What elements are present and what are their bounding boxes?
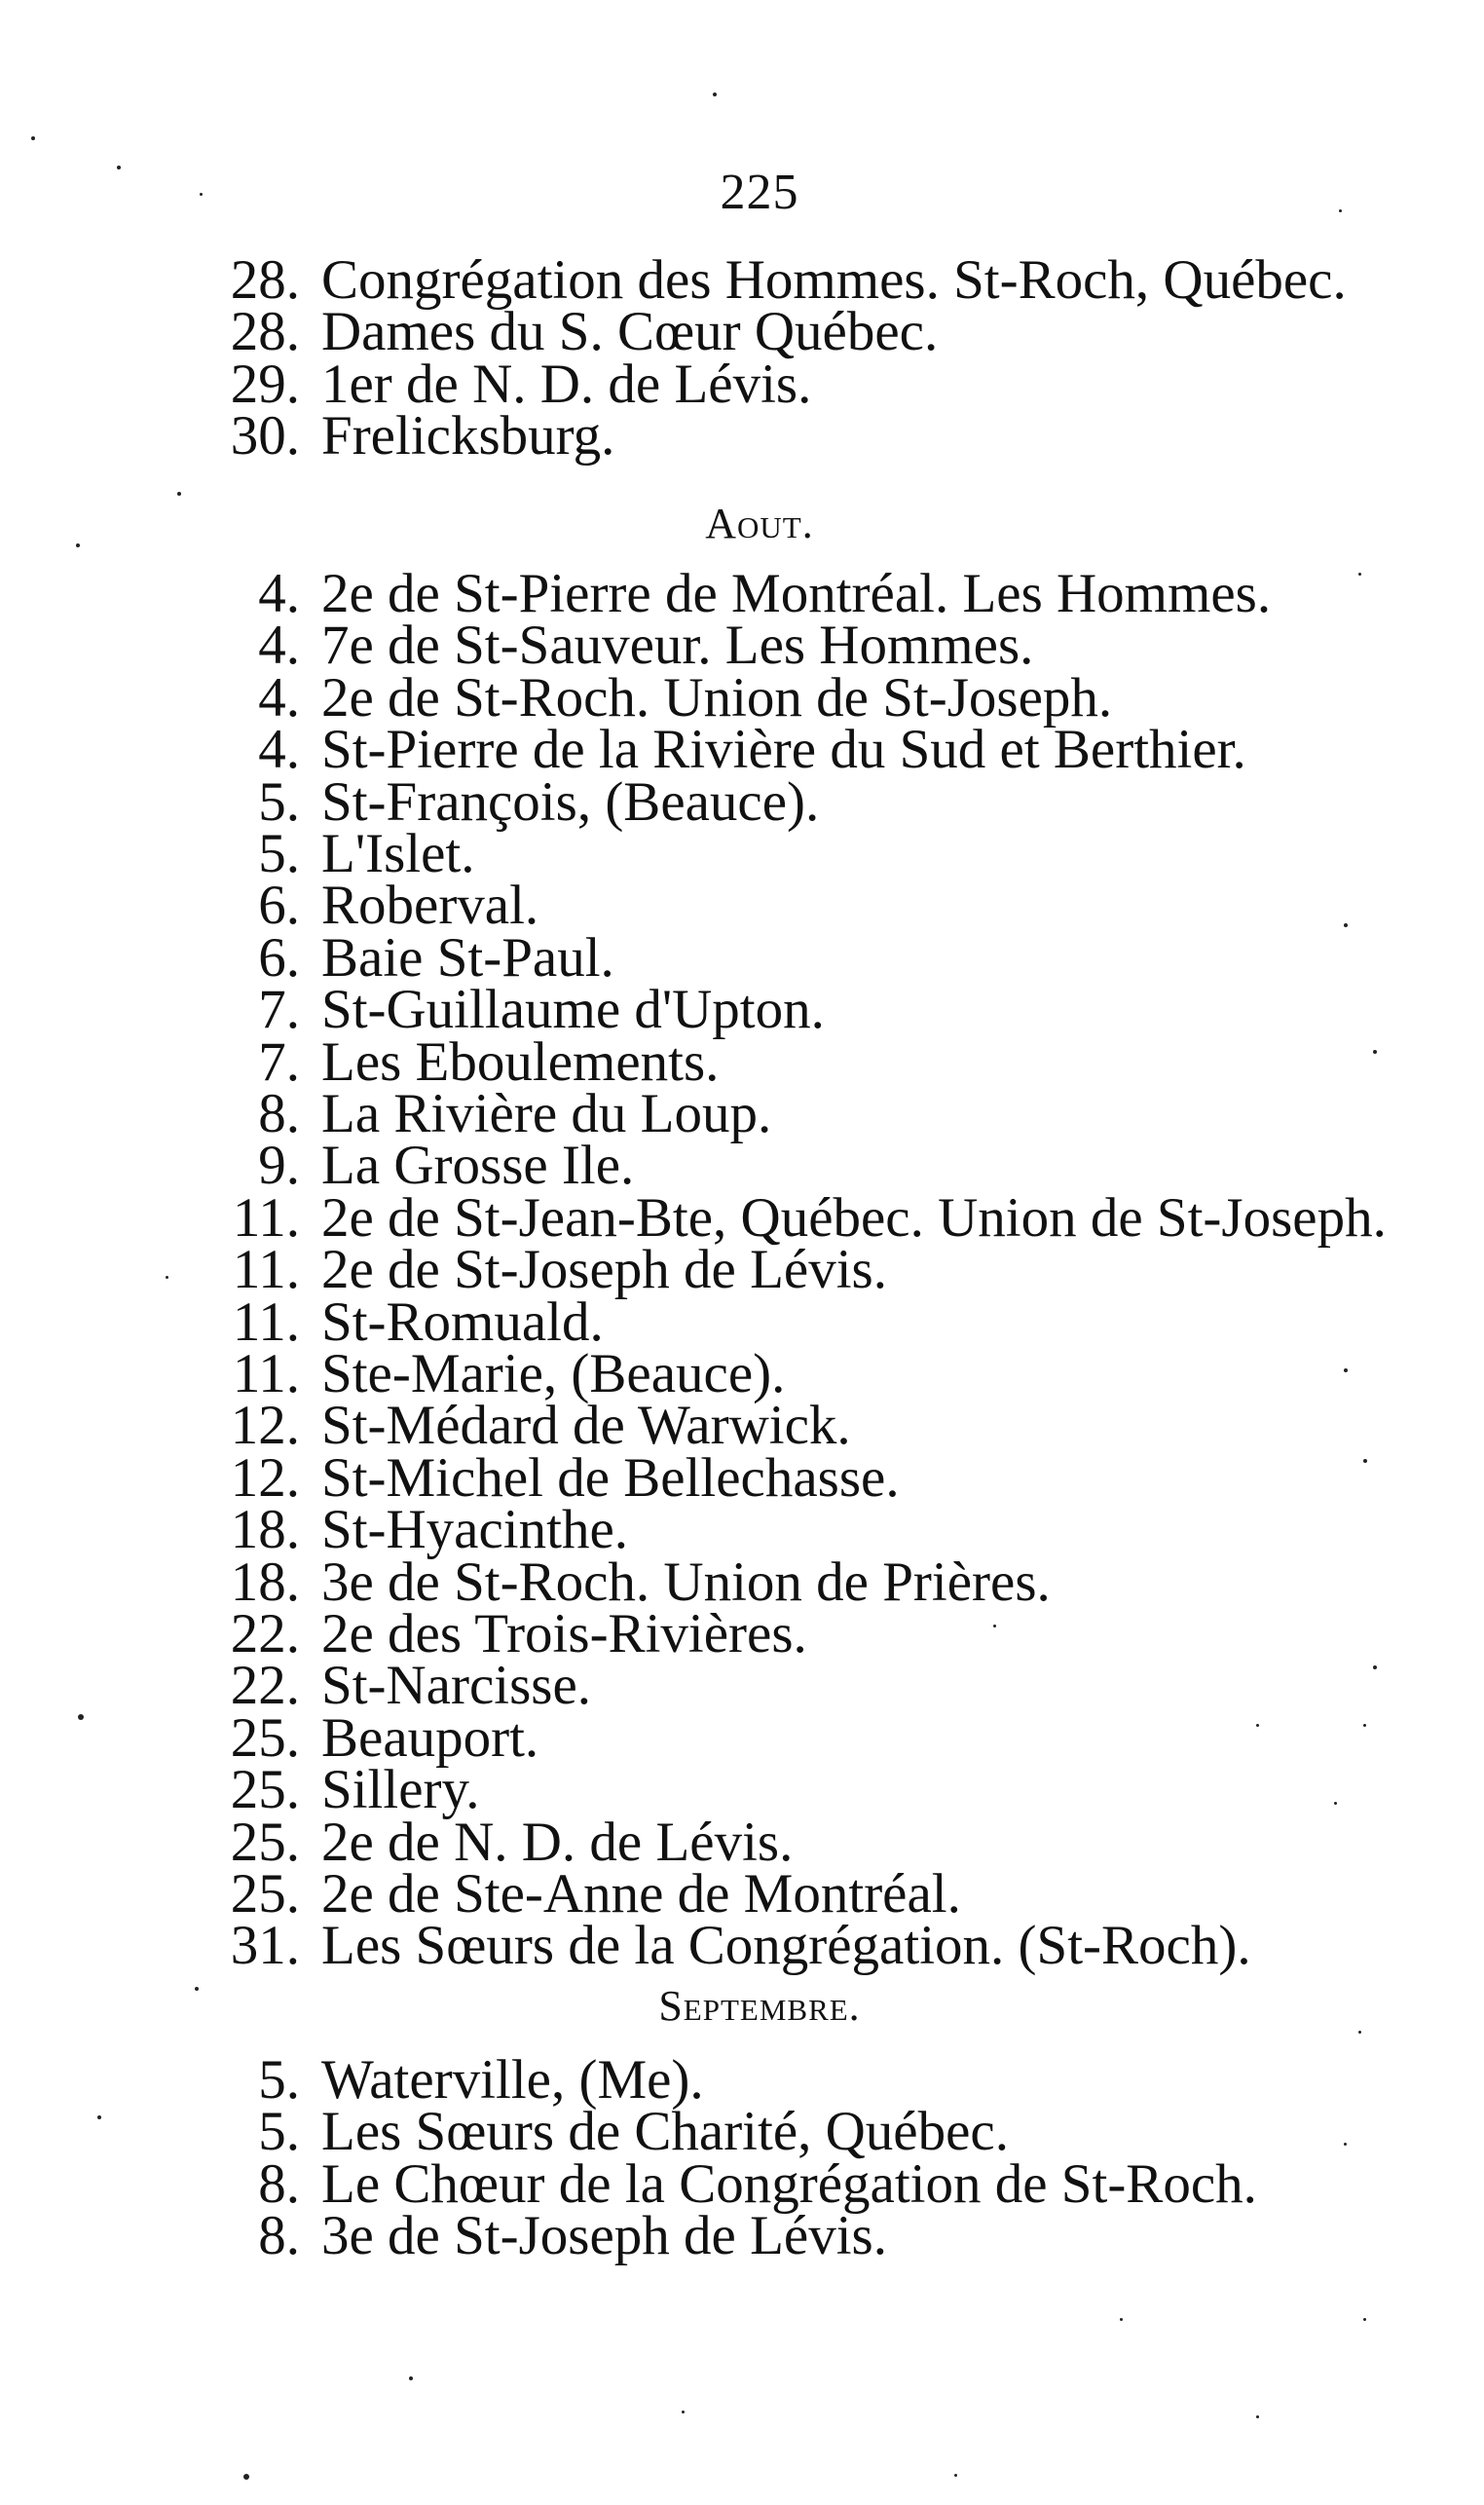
entry-text: St-François, (Beauce). — [321, 770, 820, 833]
entry-text: 2e de N. D. de Lévis. — [321, 1811, 794, 1873]
entry-text: Beauport. — [321, 1706, 539, 1769]
scan-speck — [195, 1987, 199, 1991]
entry-day: 6. — [258, 926, 300, 989]
entry-text: Les Sœurs de Charité, Québec. — [321, 2101, 1009, 2163]
entry-text: 2e de St-Pierre de Montréal. Les Hommes. — [321, 563, 1272, 624]
calendar-entry — [0, 1917, 1484, 1975]
entry-text: St-Médard de Warwick. — [321, 1395, 851, 1457]
entry-text: St-Romuald. — [321, 1290, 604, 1353]
entry-day: 5. — [258, 770, 300, 833]
scan-speck — [31, 136, 35, 140]
entry-text: St-Guillaume d'Upton. — [321, 979, 825, 1041]
scan-speck — [76, 543, 80, 547]
calendar-entry — [0, 1706, 1484, 1769]
scan-speck — [1339, 209, 1342, 212]
entry-day: 11. — [232, 1239, 300, 1301]
entry-text: St-Narcisse. — [321, 1655, 592, 1717]
entry-text: La Grosse Ile. — [321, 1135, 635, 1197]
entry-text: Congrégation des Hommes. St-Roch, Québec. — [321, 249, 1347, 311]
scan-speck — [1344, 2143, 1347, 2146]
scan-speck — [993, 1625, 996, 1627]
scan-speck — [1120, 2318, 1123, 2321]
scan-speck — [1358, 573, 1361, 576]
scan-speck — [1363, 1724, 1366, 1727]
entry-day: 7. — [258, 979, 300, 1041]
entry-text: St-Michel de Bellechasse. — [321, 1446, 900, 1509]
entry-text: 2e de St-Jean-Bte, Québec. Union de St-Joseph. — [321, 1186, 1387, 1249]
entry-day: 8. — [258, 2152, 300, 2215]
calendar-entry — [0, 770, 1484, 833]
scan-speck — [1334, 1802, 1337, 1805]
entry-day: 11. — [232, 1343, 300, 1404]
scan-speck — [713, 93, 717, 96]
calendar-entry — [0, 1605, 1484, 1664]
entry-text: Dames du S. Cœur Québec. — [321, 301, 939, 363]
scan-speck — [682, 2411, 685, 2413]
entry-day: 4. — [258, 563, 300, 624]
entry-day: 31. — [230, 1915, 300, 1977]
entry-text: Roberval. — [321, 875, 539, 937]
scan-speck — [78, 1714, 84, 1720]
entry-text: Baie St-Paul. — [321, 926, 614, 989]
calendar-entry — [0, 1085, 1484, 1143]
entry-day: 28. — [230, 301, 300, 363]
scan-speck — [177, 492, 181, 496]
entry-day: 25. — [230, 1706, 300, 1769]
scan-speck — [166, 1276, 168, 1279]
entry-day: 11. — [232, 1290, 300, 1353]
entry-day: 8. — [258, 2205, 300, 2267]
calendar-entry — [0, 981, 1484, 1039]
entry-text: 3e de St-Roch. Union de Prières. — [321, 1551, 1051, 1613]
entry-day: 11. — [232, 1186, 300, 1249]
entry-day: 4. — [258, 615, 300, 677]
entry-text: Frelicksburg. — [321, 405, 615, 467]
entry-day: 22. — [230, 1603, 300, 1664]
entry-text: 1er de N. D. de Lévis. — [321, 353, 812, 415]
scan-speck — [1363, 1459, 1367, 1463]
entry-text: 3e de St-Joseph de Lévis. — [321, 2205, 887, 2267]
entry-day: 12. — [230, 1395, 300, 1457]
entry-text: 2e de St-Roch. Union de St-Joseph. — [321, 666, 1113, 729]
entry-text: La Rivière du Loup. — [321, 1083, 772, 1144]
calendar-entry — [0, 1657, 1484, 1715]
scan-speck — [409, 2376, 413, 2380]
entry-day: 7. — [258, 1030, 300, 1093]
entry-text: Les Sœurs de la Congrégation. (St-Roch). — [321, 1915, 1251, 1977]
entry-day: 4. — [258, 666, 300, 729]
entry-text: Ste-Marie, (Beauce). — [321, 1343, 786, 1404]
entry-text: Waterville, (Me). — [321, 2049, 704, 2111]
scan-speck — [1363, 2318, 1366, 2321]
entry-day: 28. — [230, 249, 300, 311]
entry-day: 8. — [258, 1083, 300, 1144]
scan-speck — [243, 2474, 249, 2480]
scan-speck — [1256, 1724, 1259, 1727]
month-heading: Aout. — [705, 500, 814, 547]
entry-day: 6. — [258, 875, 300, 937]
entry-text: Le Chœur de la Congrégation de St-Roch. — [321, 2152, 1257, 2215]
scan-speck — [1256, 2415, 1259, 2418]
entry-text: 7e de St-Sauveur. Les Hommes. — [321, 615, 1034, 677]
scan-speck — [1344, 923, 1348, 927]
scan-speck — [97, 2115, 101, 2119]
scan-speck — [954, 2474, 957, 2477]
scan-speck — [1344, 1368, 1348, 1372]
calendar-entry — [0, 355, 1484, 414]
month-heading: Septembre. — [658, 1982, 861, 2030]
calendar-entry — [0, 1446, 1484, 1509]
entry-day: 29. — [230, 353, 300, 415]
entry-day: 30. — [230, 405, 300, 467]
scan-speck — [200, 193, 203, 196]
entry-day: 12. — [230, 1446, 300, 1509]
entry-text: 2e de Ste-Anne de Montréal. — [321, 1863, 961, 1925]
entry-day: 25. — [230, 1863, 300, 1925]
scan-speck — [1373, 1050, 1377, 1054]
calendar-entry — [0, 877, 1484, 935]
entry-text: 2e des Trois-Rivières. — [321, 1603, 807, 1664]
entry-day: 5. — [258, 823, 300, 884]
page-number: 225 — [720, 165, 799, 220]
entry-day: 9. — [258, 1135, 300, 1197]
entry-day: 25. — [230, 1811, 300, 1873]
entry-day: 22. — [230, 1655, 300, 1717]
entry-text: St-Hyacinthe. — [321, 1499, 629, 1561]
calendar-entry — [0, 407, 1484, 466]
entry-text: L'Islet. — [321, 823, 475, 884]
calendar-entry — [0, 1241, 1484, 1299]
calendar-entry — [0, 2207, 1484, 2265]
entry-text: Les Eboulements. — [321, 1030, 720, 1093]
entry-day: 25. — [230, 1759, 300, 1821]
entry-day: 5. — [258, 2101, 300, 2163]
scan-speck — [1358, 2031, 1361, 2034]
entry-day: 5. — [258, 2049, 300, 2111]
entry-text: St-Pierre de la Rivière du Sud et Berthier. — [321, 719, 1246, 781]
entry-day: 18. — [230, 1551, 300, 1613]
entry-day: 18. — [230, 1499, 300, 1561]
scan-speck — [117, 166, 121, 169]
entry-text: 2e de St-Joseph de Lévis. — [321, 1239, 887, 1301]
scan-speck — [1373, 1665, 1377, 1669]
entry-text: Sillery. — [321, 1759, 480, 1821]
calendar-entry — [0, 825, 1484, 883]
entry-day: 4. — [258, 719, 300, 781]
